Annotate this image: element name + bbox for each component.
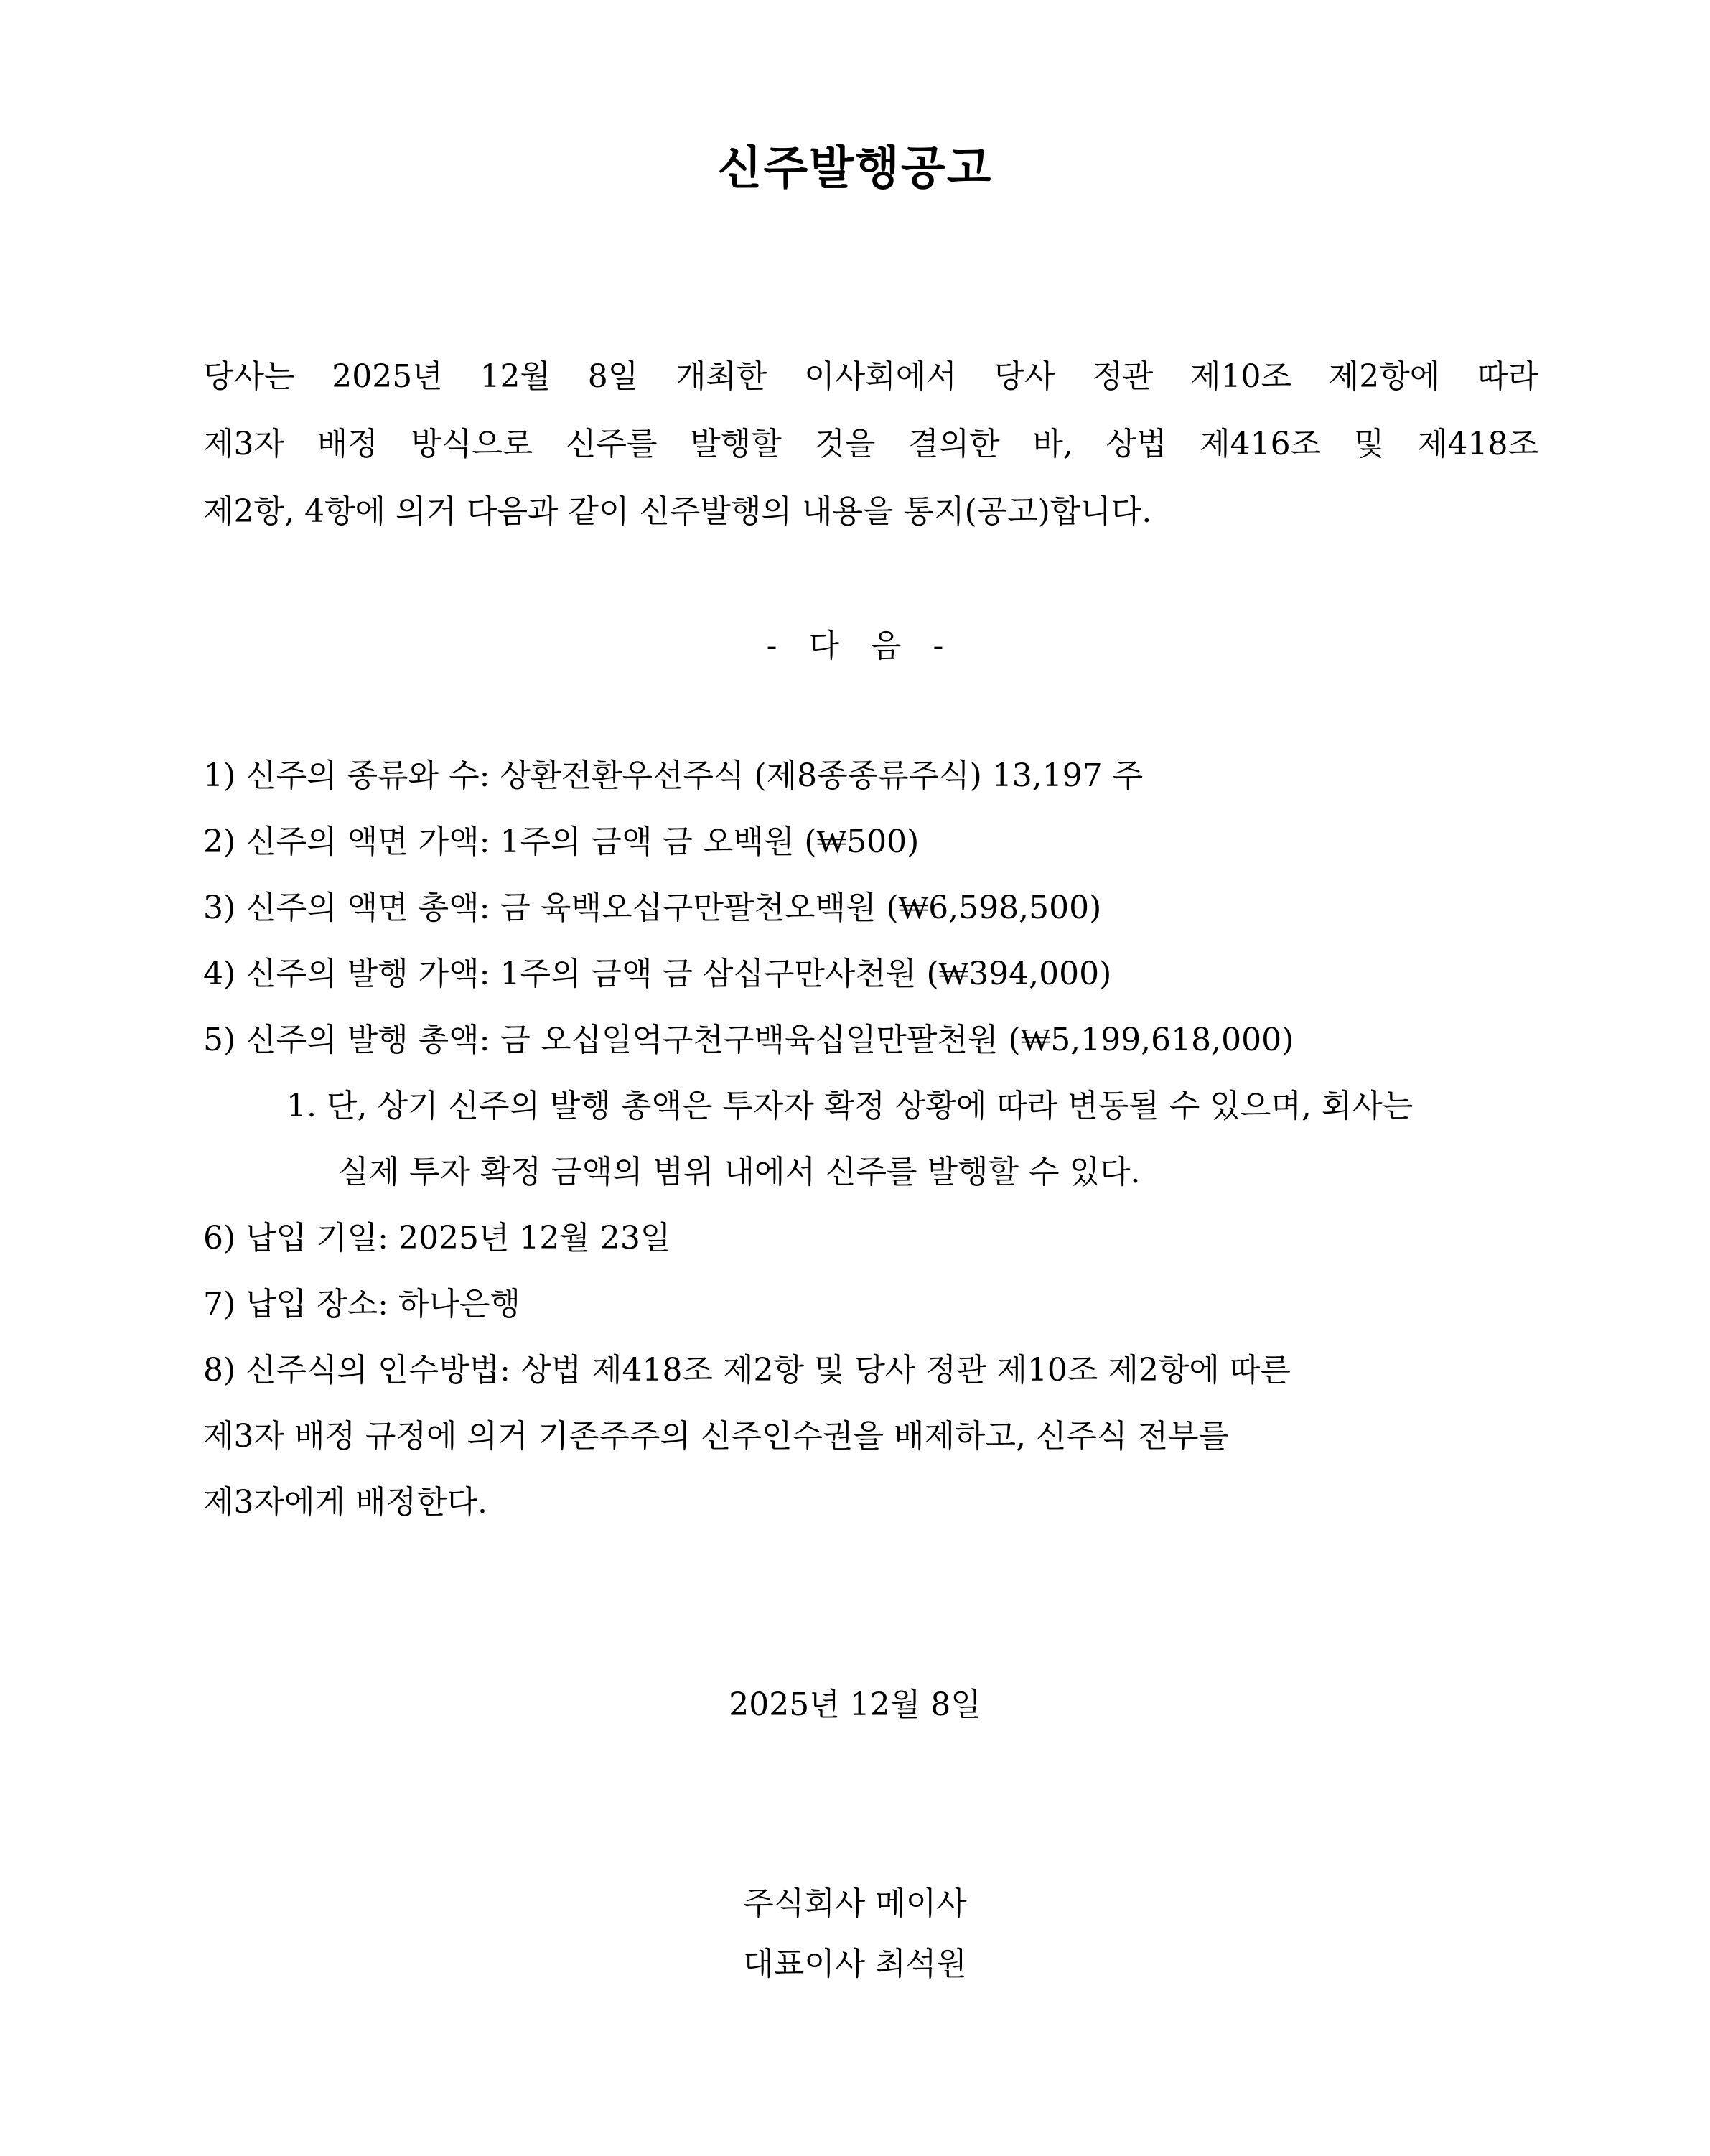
item-note: 1. 단, 상기 신주의 발행 총액은 투자자 확정 상황에 따라 변동될 수 있으며, 회사는 bbox=[286, 1088, 1414, 1124]
item-note-continued: 실제 투자 확정 금액의 범위 내에서 신주를 발행할 수 있다. bbox=[338, 1154, 1141, 1190]
intro-line: 제3자 배정 방식으로 신주를 발행할 것을 결의한 바, 상법 제416조 및 제418조 bbox=[203, 426, 1538, 462]
intro-paragraph bbox=[203, 343, 1538, 546]
intro-line: 제2항, 4항에 의거 다음과 같이 신주발행의 내용을 통지(공고)합니다. bbox=[203, 493, 1152, 530]
item-share-type: 1) 신주의 종류와 수: 상환전환우선주식 (제8종종류주식) 13,197 주 bbox=[203, 757, 1144, 794]
item-payment-date: 6) 납입 기일: 2025년 12월 23일 bbox=[203, 1220, 671, 1256]
notice-items bbox=[203, 743, 1538, 1536]
intro-line: 당사는 2025년 12월 8일 개최한 이사회에서 당사 정관 제10조 제2항에 따라 bbox=[203, 358, 1538, 395]
document-title: 신주발행공고 bbox=[717, 141, 993, 195]
item-par-value: 2) 신주의 액면 가액: 1주의 금액 금 오백원 (₩500) bbox=[203, 823, 920, 860]
company-name: 주식회사 메이사 bbox=[743, 1885, 967, 1922]
section-heading: - 다 음 - bbox=[766, 627, 944, 664]
item-subscription-method-continued: 제3자 배정 규정에 의거 기존주주의 신주인수권을 배제하고, 신주식 전부를 bbox=[203, 1418, 1229, 1455]
item-total-issue-amount: 5) 신주의 발행 총액: 금 오십일억구천구백육십일만팔천원 (₩5,199,618,000) bbox=[203, 1022, 1294, 1058]
item-payment-place: 7) 납입 장소: 하나은행 bbox=[203, 1286, 520, 1322]
item-total-par-value: 3) 신주의 액면 총액: 금 육백오십구만팔천오백원 (₩6,598,500) bbox=[203, 890, 1102, 926]
item-subscription-method-continued: 제3자에게 배정한다. bbox=[203, 1484, 487, 1521]
notice-date: 2025년 12월 8일 bbox=[729, 1686, 981, 1723]
signature-block bbox=[0, 1874, 1710, 1994]
representative-name: 대표이사 최석원 bbox=[743, 1946, 967, 1982]
item-subscription-method: 8) 신주식의 인수방법: 상법 제418조 제2항 및 당사 정관 제10조 제2항에 따른 bbox=[203, 1352, 1291, 1389]
item-issue-price: 4) 신주의 발행 가액: 1주의 금액 금 삼십구만사천원 (₩394,000) bbox=[203, 956, 1112, 992]
